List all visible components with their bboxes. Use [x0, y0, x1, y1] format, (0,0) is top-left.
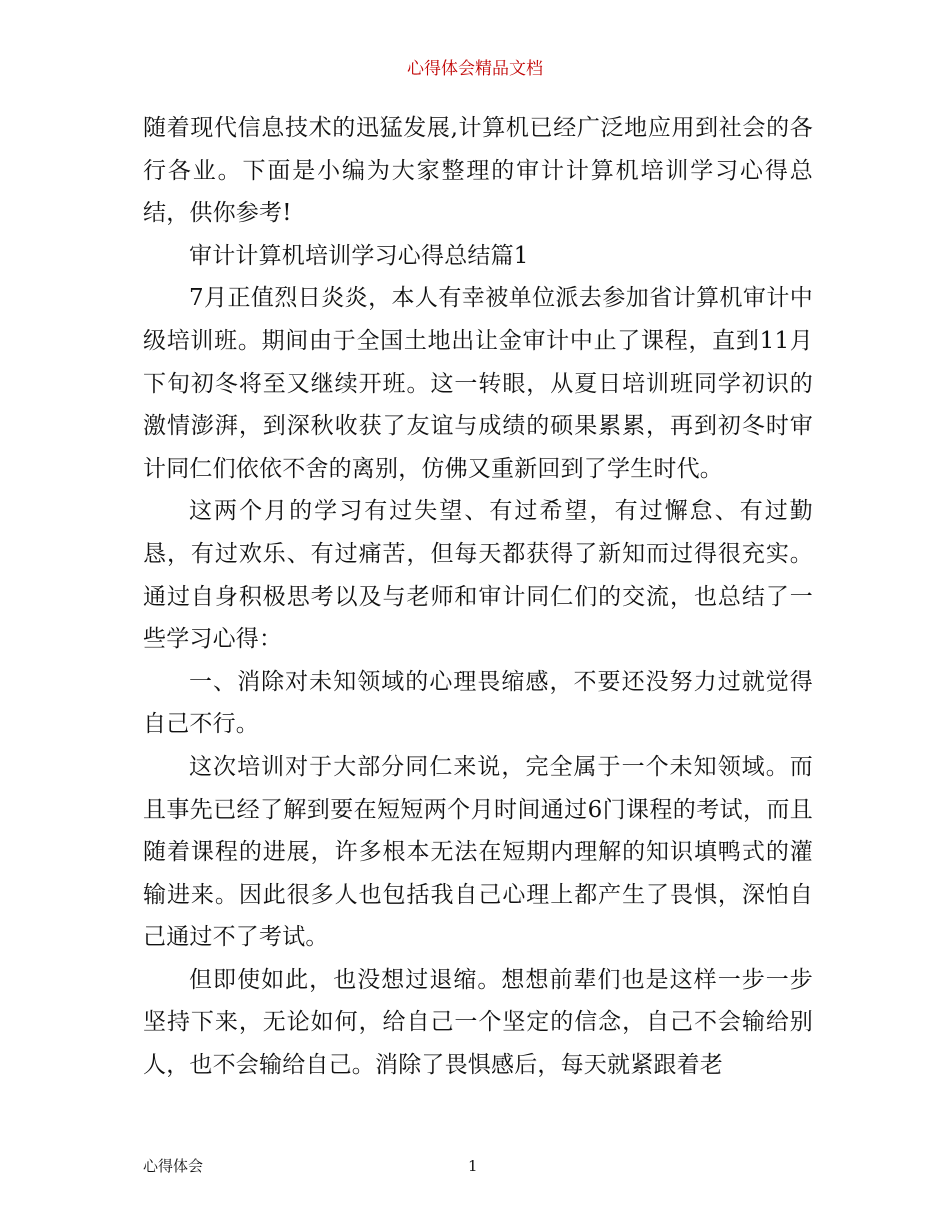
body-paragraph: 但即使如此，也没想过退缩。想想前辈们也是这样一步一步坚持下来，无论如何，给自己一个坚定的信念，自己不会输给别人，也不会输给自己。消除了畏惧感后，每天就紧跟着老 [143, 966, 813, 1079]
intro-paragraph: 随着现代信息技术的迅猛发展,计算机已经广泛地应用到社会的各行各业。下面是小编为大家整理的审计计算机培训学习心得总结，供你参考! [143, 115, 813, 227]
section-heading: 审计计算机培训学习心得总结篇1 [189, 242, 529, 269]
body-paragraph: 这两个月的学习有过失望、有过希望，有过懈怠、有过勤恳，有过欢乐、有过痛苦，但每天都获得了新知而过得很充实。通过自身积极思考以及与老师和审计同仁们的交流，也总结了一些学习心得： [143, 498, 813, 653]
document-body [143, 107, 813, 1087]
document-header-title: 心得体会精品文档 [407, 59, 543, 79]
page-number: 1 [468, 1157, 478, 1175]
body-paragraph: 这次培训对于大部分同仁来说，完全属于一个未知领域。而且事先已经了解到要在短短两个月时间通过6门课程的考试，而且随着课程的进展，许多根本无法在短期内理解的知识填鸭式的灌输进来。因此很多人也包括我自己心理上都产生了畏惧，深怕自己通过不了考试。 [143, 753, 813, 951]
body-paragraph: 7月正值烈日炎炎，本人有幸被单位派去参加省计算机审计中级培训班。期间由于全国土地出让金审计中止了课程，直到11月下旬初冬将至又继续开班。这一转眼，从夏日培训班同学初识的激情澎湃，到深秋收获了友谊与成绩的硕果累累，再到初冬时审计同仁们依依不舍的离别，仿佛又重新回到了学生时代。 [143, 285, 813, 482]
footer-label: 心得体会 [143, 1157, 204, 1175]
body-paragraph: 一、消除对未知领域的心理畏缩感，不要还没努力过就觉得自己不行。 [143, 668, 813, 738]
